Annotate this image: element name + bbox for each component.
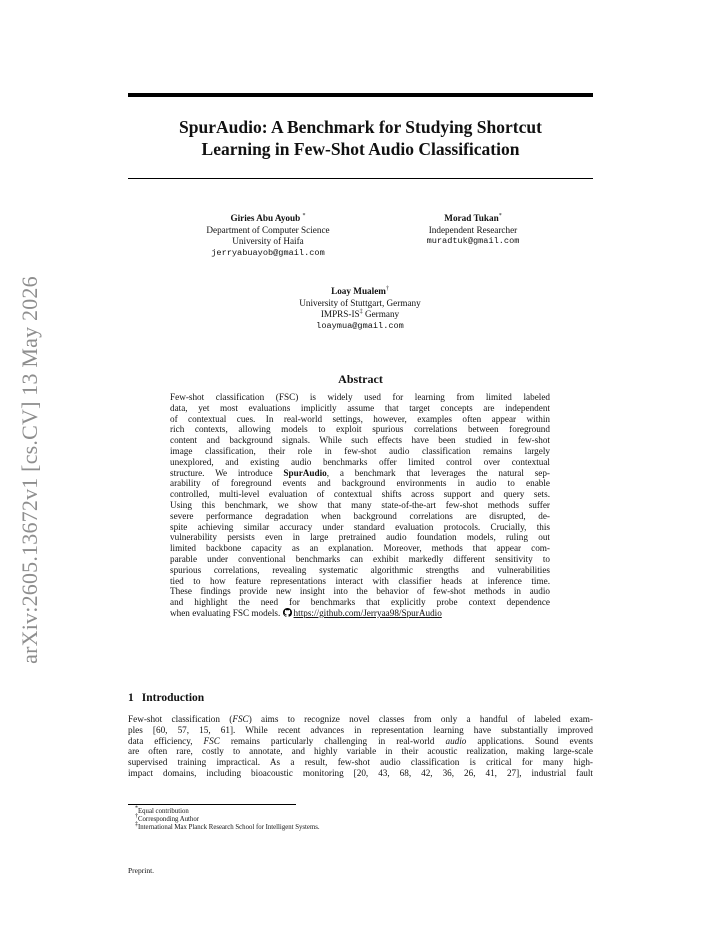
preprint-label: Preprint. — [128, 866, 155, 875]
author-affiliation: University of Stuttgart, Germany — [299, 297, 421, 308]
paper-title — [128, 116, 593, 160]
footnote: ‡International Max Planck Research School for Intelligent Systems. — [135, 822, 320, 832]
author-name: Morad Tukan — [444, 213, 499, 223]
abstract-line: structure. We introduce SpurAudio, a benchmark that leverages the natural sep- — [170, 467, 550, 478]
author-block-1 — [178, 213, 358, 259]
title-bottom-rule — [128, 178, 593, 179]
section-title: Introduction — [141, 692, 205, 704]
author-email: muradtuk@gmail.com — [426, 236, 520, 246]
author-affiliation: University of Haifa — [232, 236, 304, 246]
title-top-rule — [128, 93, 593, 97]
author-name: Loay Mualem — [331, 286, 386, 296]
abstract-line: Using this benchmark, we show that many state-of-the-art few-shot methods suffer — [170, 499, 550, 510]
abstract-heading: Abstract — [338, 372, 383, 386]
intro-line: are often rare, costly to annotate, and highly variable in their acoustic realization, making large-scale — [128, 746, 593, 757]
intro-line: data efficiency, FSC remains particularly challenging in real-world audio applications. Sound events — [128, 735, 593, 746]
author-affiliation: Department of Computer Science — [206, 224, 330, 235]
author-mark: * — [302, 212, 306, 219]
abstract-line: tied to how feature representations interact with classifier heads at inference time. — [170, 575, 550, 586]
abstract-line: image classification, their role in few-shot audio classification remains largely — [170, 445, 550, 456]
author-affiliation: Independent Researcher — [428, 224, 518, 235]
abstract-line: severe performance degradation when background correlations are disrupted, de- — [170, 510, 550, 521]
abstract-line: content and background signals. While such effects have been studied in few-shot — [170, 435, 550, 446]
intro-line: impact domains, including bioacoustic monitoring [20, 43, 68, 42, 36, 26, 41, 27], industrial fault — [128, 767, 593, 778]
repo-link[interactable]: https://github.com/Jerryaa98/SpurAudio — [293, 607, 442, 618]
intro-body — [128, 714, 593, 779]
title-line-1: SpurAudio: A Benchmark for Studying Shortcut — [179, 117, 542, 137]
github-icon — [283, 608, 292, 617]
section-heading — [128, 692, 204, 704]
author-affiliation-2: IMPRS-IS‡ Germany — [320, 308, 400, 319]
abstract-line: limited backbone capacity as an explanation. Moreover, methods that appear com- — [170, 543, 550, 554]
abstract-line: when evaluating FSC models. https://github.com/Jerryaa98/SpurAudio — [170, 607, 442, 618]
intro-line: supervised training impractical. As a result, few-shot audio classification is critical for many high- — [128, 757, 593, 768]
footnote: *Equal contribution — [135, 805, 189, 815]
intro-line: Few-shot classification (FSC) aims to recognize novel classes from only a handful of labeled exam- — [128, 714, 593, 724]
arxiv-stamp-text: arXiv:2605.13672v1 [cs.CV] 13 May 2026 — [17, 276, 42, 664]
author-email: jerryabuayob@gmail.com — [211, 247, 325, 258]
abstract-line: vulnerability persists even in large pretrained audio foundation models, ruling out — [170, 532, 550, 543]
title-line-2: Learning in Few-Shot Audio Classification — [201, 139, 520, 159]
abstract-line: spurious correlations, revealing systematic algorithmic strengths and vulnerabilities — [170, 564, 550, 575]
abstract-line: spite achieving similar accuracy under standard evaluation protocols. Crucially, this — [170, 521, 550, 532]
abstract-line: of contextual cues. In real-world settings, however, examples often appear within — [170, 413, 550, 424]
section-number: 1 — [128, 692, 134, 704]
abstract-line: rich contexts, allowing models to exploit spurious correlations between foreground — [170, 424, 550, 435]
intro-line: ples [60, 57, 15, 61]. While recent advances in representation learning have substantially improved — [128, 724, 593, 735]
author-mark: * — [498, 212, 502, 219]
author-email: loaymua@gmail.com — [316, 320, 404, 331]
abstract-line: unexplored, and existing audio benchmarks offer limited control over contextual — [170, 456, 550, 467]
author-block-2 — [398, 213, 548, 248]
abstract-line: parable under conventional benchmarks can exhibit markedly different sensitivity to — [170, 553, 550, 564]
abstract-line: arability of foreground events and background environments in audio to enable — [170, 478, 550, 489]
author-block-3 — [270, 286, 450, 332]
abstract-line: and highlight the need for benchmarks that explicitly probe context dependence — [170, 597, 550, 608]
abstract-line: These findings provide new insight into the behavior of few-shot methods in audio — [170, 586, 550, 597]
abstract-line: controlled, multi-level evaluation of contextual shifts across support and query sets. — [170, 489, 550, 500]
benchmark-name: SpurAudio — [283, 467, 327, 478]
abstract-line: data, yet most evaluations implicitly assume that target concepts are independent — [170, 402, 550, 413]
author-mark: † — [385, 285, 389, 292]
footnotes — [135, 805, 320, 833]
author-name: Giries Abu Ayoub — [230, 213, 301, 223]
abstract-body — [170, 392, 550, 619]
arxiv-stamp — [12, 260, 48, 680]
footnote-rule — [128, 804, 296, 805]
footnote: †Corresponding Author — [135, 813, 199, 824]
abstract-line: Few-shot classification (FSC) is widely used for learning from limited labeled — [170, 392, 550, 402]
